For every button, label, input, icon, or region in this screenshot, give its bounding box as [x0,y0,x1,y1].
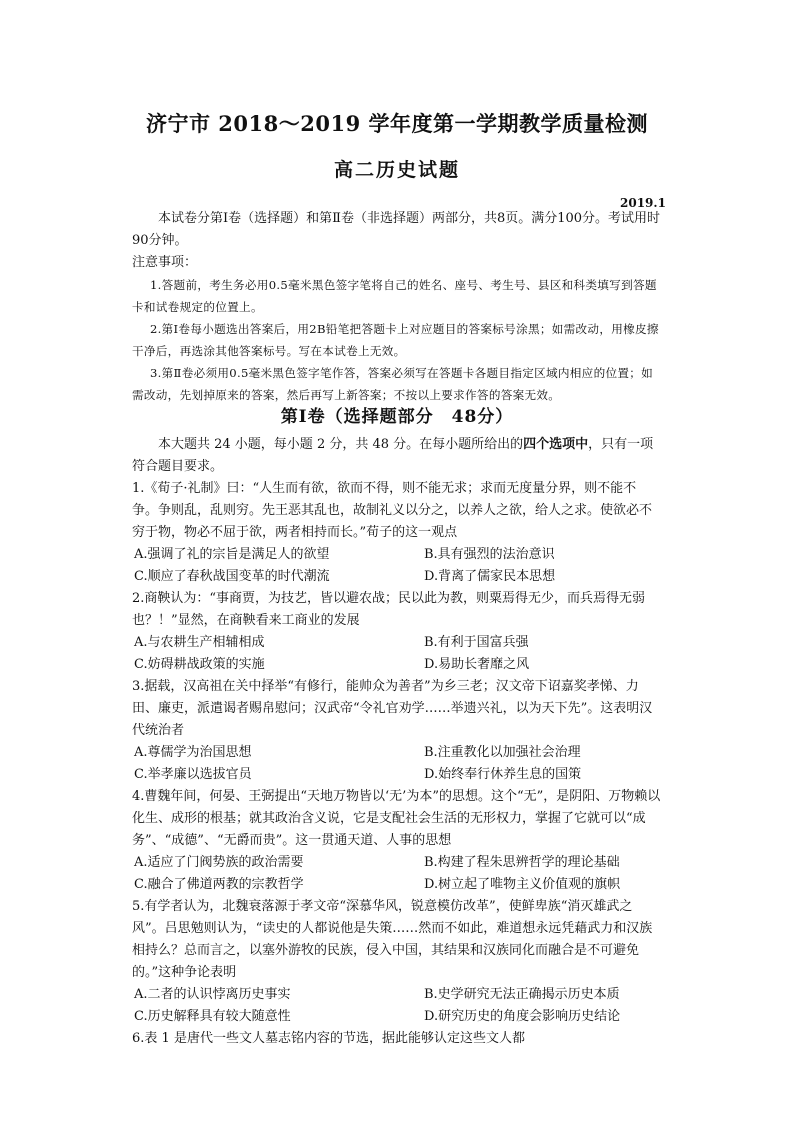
option-c: C.举孝廉以选拔官员 [134,767,252,782]
option-a: A.与农耕生产相辅相成 [134,635,265,650]
option-b: B.有利于国富兵强 [424,635,529,650]
exam-subtitle: 高二历史试题 [333,159,460,181]
section-title: 第Ⅰ卷（选择题部分 48分） [280,407,514,427]
exam-title: 济宁市 2018～2019 学年度第一学期教学质量检测 [145,111,648,136]
option-a: A.尊儒学为治国思想 [134,745,252,760]
note-item: 3.第Ⅱ卷必须用0.5毫米黑色签字笔作答，答案必须写在答题卡各题目指定区域内相应的位置；如需改动，先划掉原来的答案，然后再写上新答案；不按以上要求作答的答案无效。 [132,366,654,402]
section-intro-part: 本大题共 24 小题，每小题 2 分，共 48 分。在每小题所给出的 [158,437,524,452]
question-3-text: 3.据载，汉高祖在关中择举“有修行，能帅众为善者”为乡三老；汉文帝下诏嘉奖孝悌、力田、廉吏，派遣谒者赐帛慰问；汉武帝“令礼官劝学……举遗兴礼，以为天下先”。这表明汉代统治者 [132,679,653,738]
option-b: B.构建了程朱思辨哲学的理论基础 [424,855,620,870]
option-c: C.顺应了春秋战国变革的时代潮流 [134,569,330,584]
note-item: 2.第Ⅰ卷每小题选出答案后，用2B铅笔把答题卡上对应题目的答案标号涂黑；如需改动，用橡皮擦干净后，再选涂其他答案标号。写在本试卷上无效。 [132,322,659,358]
option-b: B.注重教化以加强社会治理 [424,745,581,760]
option-b: B.具有强烈的法治意识 [424,547,555,562]
question-2-text: 2.商鞅认为：“事商贾，为技艺，皆以避农战；民以此为教，则粟焉得无少，而兵焉得无弱也？！”显然，在商鞅看来工商业的发展 [132,591,646,628]
option-c: C.融合了佛道两教的宗教哲学 [134,877,304,892]
exam-intro: 本试卷分第Ⅰ卷（选择题）和第Ⅱ卷（非选择题）两部分，共8页。满分100分。考试用时90分钟。 [132,211,661,248]
option-d: D.研究历史的角度会影响历史结论 [424,1009,621,1024]
question-4-text: 4.曹魏年间，何晏、王弼提出“天地万物皆以‘无’为本”的思想。这个“无”，是阴阳、万物赖以化生、成形的根基；就其政治含义说，它是支配社会生活的无形权力，掌握了它就可以“成务”、“成德”、“无爵而贵”。这一贯通天道、人事的思想 [132,789,661,848]
option-d: D.始终奉行休养生息的国策 [424,767,582,782]
option-a: A.适应了门阀势族的政治需要 [134,855,304,870]
option-b: B.史学研究无法正确揭示历史本质 [424,987,620,1002]
option-d: D.易助长奢靡之风 [424,657,530,672]
note-item: 1.答题前，考生务必用0.5毫米黑色签字笔将自己的姓名、座号、考生号、县区和科类填写到答题卡和试卷规定的位置上。 [132,278,657,314]
option-d: D.背离了儒家民本思想 [424,569,556,584]
question-1-text: 1.《荀子·礼制》曰：“人生而有欲，欲而不得，则不能无求；求而无度量分界，则不能不争。争则乱，乱则穷。先王恶其乱也，故制礼义以分之，以养人之欲，给人之求。使欲必不穷于物，物必不屈于欲，两者相持而长。”荀子的这一观点 [132,481,653,540]
option-a: A.二者的认识悖离历史事实 [134,987,291,1002]
option-c: C.妨碍耕战政策的实施 [134,657,265,672]
section-intro-emphasis: 四个选项中 [523,437,589,452]
option-a: A.强调了礼的宗旨是满足人的欲望 [134,547,330,562]
section-intro-part: ，只有一项符合题目要求。 [132,437,654,474]
exam-date: 2019.1 [620,196,666,210]
section-intro [132,434,662,478]
option-c: C.历史解释具有较大随意性 [134,1009,291,1024]
option-d: D.树立起了唯物主义价值观的旗帜 [424,877,621,892]
question-5-text: 5.有学者认为，北魏衰落源于孝文帝“深慕华风，锐意模仿改革”，使鲜卑族“消灭雄武之风”。吕思勉则认为，“读史的人都说他是失策……然而不如此，难道想永远凭藉武力和汉族相持么？总而言之，以塞外游牧的民族，侵入中国，其结果和汉族同化而融合是不可避免的。”这种争论表明 [132,899,653,980]
question-6-text: 6.表 1 是唐代一些文人墓志铭内容的节选，据此能够认定这些文人都 [132,1031,525,1046]
notes-label: 注意事项： [132,255,198,270]
